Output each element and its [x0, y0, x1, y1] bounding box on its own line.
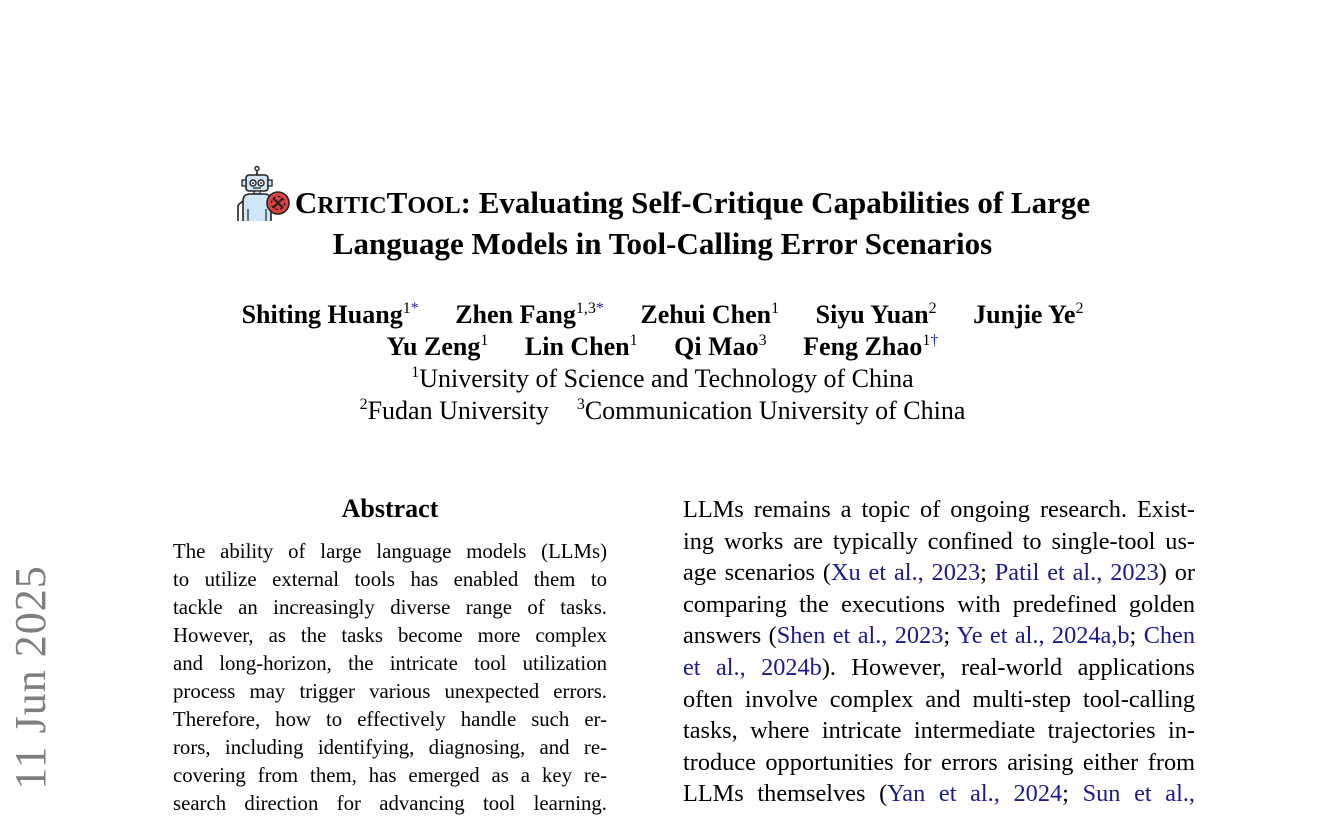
abstract-line: process may trigger various unexpected errors.: [173, 680, 607, 703]
author-affil-sup: 1*: [402, 300, 419, 317]
body-line: tasks, where intricate intermediate trajectories in-: [683, 717, 1195, 745]
author: [803, 331, 938, 363]
abstract-line: rors, including identifying, diagnosing, and re-: [173, 736, 607, 759]
author-affil-sup: 1: [771, 300, 780, 317]
affil-name: Communication University of China: [584, 396, 966, 425]
author-name: Yu Zeng: [386, 332, 481, 361]
body-line: troduce opportunities for errors arising either from: [683, 748, 1195, 776]
author-row-2: [150, 331, 1175, 363]
title-name-rest1: RITIC: [317, 193, 387, 219]
affil-sup: 1: [411, 364, 420, 381]
paper-title-line2: Language Models in Tool-Calling Error Scenarios: [332, 226, 993, 261]
author-affil-sup: 1: [480, 332, 489, 349]
author-affil-sup: 1: [629, 332, 638, 349]
affiliation-line-2: [150, 395, 1175, 427]
arxiv-date-stamp: [8, 565, 53, 790]
title-name-first: C: [294, 185, 318, 220]
paper-header: [150, 165, 1175, 427]
author-affil-sup: 2: [928, 300, 937, 317]
abstract-line: to utilize external tools has enabled them to: [173, 568, 607, 591]
author: [973, 299, 1083, 331]
author-list: [150, 299, 1175, 363]
affil-sup: 3: [576, 396, 585, 413]
citation-link[interactable]: Shen et al., 2023: [776, 622, 944, 650]
citation-link[interactable]: Sun et al.,: [1082, 780, 1195, 808]
title-name-rest2: OOL: [407, 193, 461, 219]
title-name-mid: T: [386, 185, 408, 220]
author: [455, 299, 604, 331]
affil-name: University of Science and Technology of China: [419, 364, 914, 393]
abstract-section: [173, 492, 607, 818]
author-affil-sup: 1,3*: [575, 300, 604, 317]
body-line: ing works are typically confined to single-tool us-: [683, 527, 1195, 555]
abstract-line: covering from them, has emerged as a key re-: [173, 764, 607, 787]
citation-link[interactable]: Yan et al., 2024: [887, 780, 1063, 808]
robot-logo-icon: [235, 165, 293, 223]
abstract-line: and long-horizon, the intricate tool utilization: [173, 652, 607, 675]
author-name: Junjie Ye: [973, 300, 1076, 329]
author-affil-sup: 1†: [922, 332, 939, 349]
abstract-line: However, as the tasks become more complex: [173, 624, 607, 647]
intro-text: [683, 494, 1195, 810]
paper-title-line1: [295, 184, 1090, 225]
citation-link[interactable]: Chen: [1143, 622, 1195, 650]
author-name: Zhen Fang: [455, 300, 576, 329]
citation-link[interactable]: Patil et al., 2023: [994, 559, 1159, 587]
abstract-body: [173, 538, 607, 818]
affiliation-line-1: [150, 363, 1175, 395]
author: [525, 331, 638, 363]
arxiv-date-text: 11 Jun 2025: [6, 565, 55, 790]
citation-link[interactable]: Ye et al., 2024a,b: [956, 622, 1130, 650]
body-line: comparing the executions with predefined golden: [683, 590, 1195, 618]
abstract-line: The ability of large language models (LLMs): [173, 540, 607, 563]
title-line1-rest: : Evaluating Self-Critique Capabilities of Large: [460, 185, 1091, 220]
author: [674, 331, 767, 363]
author: [640, 299, 779, 331]
author-name: Siyu Yuan: [815, 300, 929, 329]
body-line: age scenarios (Xu et al., 2023; Patil et al., 2023) or: [683, 559, 1196, 587]
author: [816, 299, 937, 331]
body-line: et al., 2024b). However, real-world applications: [683, 653, 1195, 681]
abstract-line: tackle an increasingly diverse range of tasks.: [173, 596, 607, 619]
abstract-line: search direction for advancing tool learning.: [173, 792, 607, 815]
author: [242, 299, 419, 331]
author-affil-sup: 3: [758, 332, 767, 349]
author-name: Feng Zhao: [803, 332, 923, 361]
abstract-line: Therefore, how to effectively handle such er-: [173, 708, 607, 731]
author-name: Shiting Huang: [241, 300, 403, 329]
abstract-heading: Abstract: [341, 494, 439, 523]
author-name: Qi Mao: [674, 332, 759, 361]
affil-sup: 2: [359, 396, 368, 413]
body-line: LLMs remains a topic of ongoing research. Exist-: [683, 496, 1195, 523]
citation-link[interactable]: et al., 2024b: [683, 653, 822, 681]
citation-link[interactable]: Xu et al., 2023: [830, 559, 981, 587]
author-name: Zehui Chen: [640, 300, 772, 329]
author: [387, 331, 489, 363]
body-line: answers (Shen et al., 2023; Ye et al., 2024a,b; Chen: [683, 622, 1195, 650]
body-line: LLMs themselves (Yan et al., 2024; Sun et al.,: [683, 780, 1195, 808]
affil-name: Fudan University: [367, 396, 549, 425]
title-row: [150, 165, 1175, 225]
author-row-1: [150, 299, 1175, 331]
author-affil-sup: 2: [1075, 300, 1084, 317]
author-name: Lin Chen: [524, 332, 630, 361]
body-line: often involve complex and multi-step tool-calling: [683, 685, 1195, 713]
